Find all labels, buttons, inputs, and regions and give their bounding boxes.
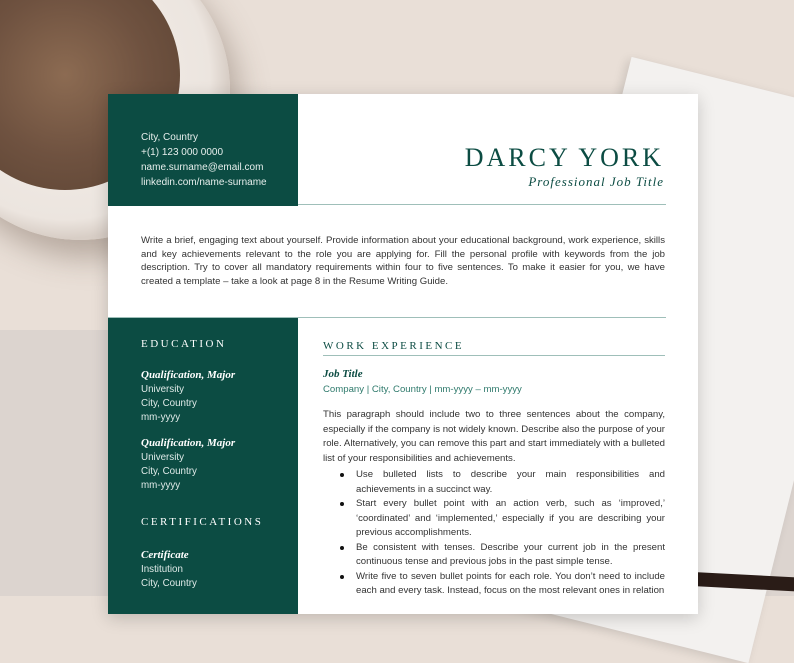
institution: University [141,452,185,463]
bullet-dot-icon [340,575,344,579]
location: City, Country [141,398,197,409]
work-experience-heading: WORK EXPERIENCE [323,340,465,352]
bullet-item: Start every bullet point with an action verb, such as ‘improved,’ ‘coordinated’ and ‘implemented,’ especially if you are describing your previous accomplishments. [323,497,665,541]
date: mm-yyyy [141,480,181,491]
education-entry [141,368,235,425]
contact-phone: +(1) 123 000 0000 [141,147,224,158]
role-meta: Company | City, Country | mm-yyyy – mm-yyyy [323,384,522,395]
bullet-item: Write five to seven bullet points for each role. You don’t need to include each and every task. Instead, focus on the most relevant ones in relation [323,570,665,599]
qualification: Qualification, Major [141,437,236,449]
role-description: This paragraph should include two to three sentences about the company, especially if the company is not widely known. Describe also the purpose of your role. Alternatively, you can remove this part and start immediately with a bulleted list of your responsibilities and achievements. [323,409,665,464]
profile-summary: Write a brief, engaging text about yourself. Provide information about your educational background, work experience, skills and key achievements relevant to the role you are applying for. Fill the personal profile with keywords from the job description. Try to cover all mandatory requirements within four to five sentences. To make it easier for you, we have created a template – take a look at page 8 in the Resume Writing Guide. [141,235,665,287]
certifications-heading: CERTIFICATIONS [141,516,264,528]
contact-linkedin: linkedin.com/name-surname [141,177,267,188]
resume-page [108,94,698,614]
candidate-name: DARCY YORK [464,143,664,172]
education-heading: EDUCATION [141,338,227,350]
header-divider [298,204,666,205]
bullet-dot-icon [340,502,344,506]
certificate-name: Certificate [141,549,189,561]
location: City, Country [141,466,197,477]
sidebar [108,318,298,614]
qualification: Qualification, Major [141,369,236,381]
location: City, Country [141,578,197,589]
bullet-list [323,468,665,599]
bullet-dot-icon [340,473,344,477]
bullet-item: Use bulleted lists to describe your main responsibilities and achievements in a succinct way. [323,468,665,497]
contact-location: City, Country [141,132,199,143]
role-title: Job Title [323,368,363,380]
name-block [465,144,664,190]
contact-email: name.surname@email.com [141,162,264,173]
bullet-item: Be consistent with tenses. Describe your current job in the present continuous tense and previous jobs in the past simple tense. [323,541,665,570]
date: mm-yyyy [141,412,181,423]
certification-entry [141,548,197,591]
job-title: Professional Job Title [528,174,664,189]
institution: University [141,384,185,395]
education-entry [141,436,235,493]
institution: Institution [141,564,183,575]
contact-panel [108,94,298,206]
section-divider [323,355,665,356]
bullet-dot-icon [340,546,344,550]
